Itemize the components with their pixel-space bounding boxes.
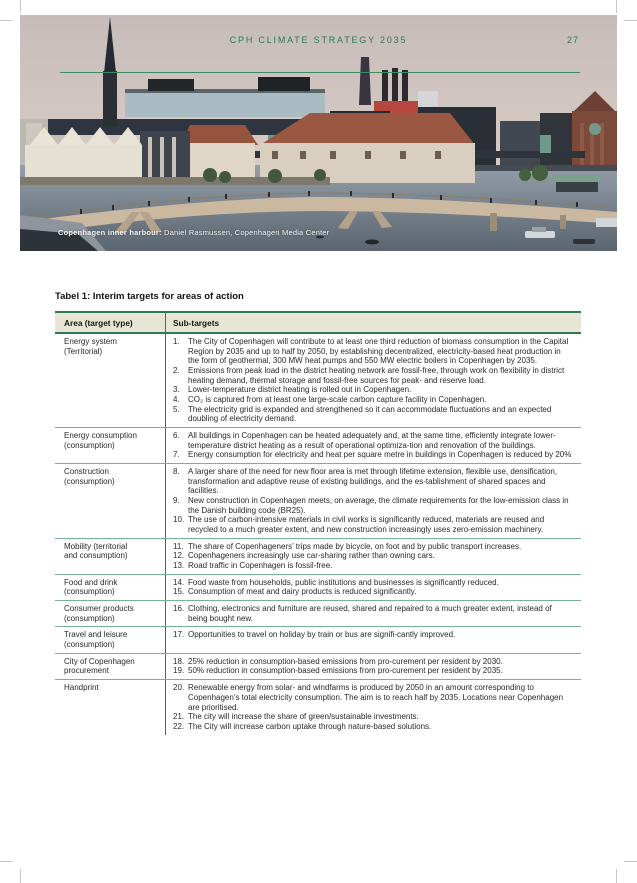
table-header-row — [55, 313, 581, 334]
subtargets-cell — [165, 601, 581, 626]
table-row — [55, 601, 581, 627]
area-label-line: and consumption) — [64, 551, 128, 561]
subtarget-number: 18. — [173, 656, 185, 666]
subtarget-item — [173, 337, 573, 366]
area-label-line: (consumption) — [64, 640, 115, 650]
subtarget-text: Consumption of meat and dairy products is reduced significantly. — [188, 587, 417, 597]
subtarget-item — [173, 712, 573, 722]
subtarget-item — [173, 604, 573, 623]
subtargets-cell — [165, 428, 581, 463]
area-cell — [55, 601, 165, 626]
area-label-line: (consumption) — [64, 440, 115, 450]
area-label-line: (consumption) — [64, 587, 115, 597]
subtarget-number: 14. — [173, 577, 185, 587]
subtarget-number: 22. — [173, 721, 185, 731]
subtarget-text: The share of Copenhageners’ trips made by bicycle, on foot and by public transport increases. — [188, 541, 522, 551]
subtarget-item — [173, 467, 573, 496]
subtargets-cell — [165, 627, 581, 652]
subtarget-number: 8. — [173, 467, 180, 477]
subtarget-text: Lower-temperature district heating is rolled out in Copenhagen. — [188, 385, 412, 395]
table-section — [55, 291, 581, 735]
subtarget-number: 12. — [173, 551, 185, 561]
area-label-line: (Territorial) — [64, 346, 103, 356]
subtarget-number: 3. — [173, 385, 180, 395]
table-row — [55, 654, 581, 680]
subtarget-number: 10. — [173, 515, 185, 525]
crop-mark — [616, 0, 617, 13]
subtarget-number: 7. — [173, 450, 180, 460]
area-label-line: Energy consumption — [64, 431, 137, 441]
subtarget-number: 20. — [173, 683, 185, 693]
subtarget-item — [173, 385, 573, 395]
area-cell — [55, 575, 165, 600]
subtarget-text: CO₂ is captured from at least one large-scale carbon capture facility in Copenhagen. — [188, 395, 487, 405]
subtarget-text: All buildings in Copenhagen can be heated adequately and, at the same time, efficiently integrate lower-temperature district heating as a result of operational optimiza-tion and renovation of the buildings. — [188, 431, 556, 450]
table-row — [55, 464, 581, 539]
area-label-line: Food and drink — [64, 577, 118, 587]
subtarget-number: 13. — [173, 561, 185, 571]
table-title: Tabel 1: Interim targets for areas of action — [55, 291, 244, 302]
harbour-photo-image — [20, 15, 617, 251]
subtarget-number: 19. — [173, 666, 185, 676]
subtarget-item — [173, 578, 573, 588]
subtargets-cell — [165, 575, 581, 600]
subtarget-item — [173, 657, 573, 667]
subtarget-item — [173, 722, 573, 732]
photo-caption-credit: Daniel Rasmussen, Copenhagen Media Center — [161, 228, 330, 237]
subtarget-item — [173, 405, 573, 424]
subtarget-item — [173, 496, 573, 515]
subtarget-number: 9. — [173, 496, 180, 506]
subtarget-number: 16. — [173, 604, 185, 614]
photo-caption — [58, 228, 329, 237]
page-header-title: CPH CLIMATE STRATEGY 2035 — [229, 35, 408, 45]
subtarget-text: The City of Copenhagen will contribute to at least one third reduction of biomass consumption in the Capital Region by 2035 and up to half by 2050, by establishing decentralized, electricity-based heat production in the form of geothermal, 300 MW heat pumps and 550 MW electric boilers in Copenhagen by 2035. — [188, 337, 569, 366]
crop-mark — [0, 861, 13, 862]
area-cell — [55, 680, 165, 734]
photo-caption-label: Copenhagen inner harbour: — [58, 228, 162, 237]
subtarget-text: The city will increase the share of green/sustainable investments. — [188, 712, 419, 722]
subtarget-text: 50% reduction in consumption-based emissions from pro-curement per resident by 2035. — [188, 666, 503, 676]
subtarget-text: Food waste from households, public institutions and businesses is significantly reduced. — [188, 577, 499, 587]
subtarget-text: Renewable energy from solar- and windfarms is produced by 2050 in an amount corresponding to Copenhagen’s total electricity consumption. The aim is to reach half by 2035. Locations near Copenhagen are prioritised. — [188, 683, 564, 712]
subtargets-cell — [165, 680, 581, 734]
subtarget-number: 17. — [173, 630, 185, 640]
table-row — [55, 539, 581, 575]
crop-mark — [624, 861, 637, 862]
crop-mark — [20, 869, 21, 883]
area-label-line: Construction — [64, 467, 109, 477]
subtarget-text: Energy consumption for electricity and heat per square metre in buildings in Copenhagen is reduced by 20% — [188, 450, 572, 460]
area-label-line: Mobility (territorial — [64, 541, 128, 551]
table-row — [55, 627, 581, 653]
subtarget-text: Road traffic in Copenhagen is fossil-free. — [188, 561, 333, 571]
subtarget-item — [173, 542, 573, 552]
subtarget-text: Emissions from peak load in the district heating network are fossil-free, through work on flexibility in district heating demand, thermal storage and fossil-free sources for peak- and reserve load. — [188, 366, 565, 385]
area-label-line: (consumption) — [64, 476, 115, 486]
subtarget-number: 4. — [173, 395, 180, 405]
subtarget-number: 2. — [173, 366, 180, 376]
table-row — [55, 428, 581, 464]
harbour-photo — [20, 15, 617, 251]
subtarget-item — [173, 366, 573, 385]
subtarget-number: 21. — [173, 712, 185, 722]
table-row — [55, 334, 581, 428]
subtarget-text: 25% reduction in consumption-based emissions from pro-curement per resident by 2030. — [188, 656, 503, 666]
subtarget-text: Copenhageners increasingly use car-sharing rather than owning cars. — [188, 551, 435, 561]
subtarget-item — [173, 431, 573, 450]
subtargets-cell — [165, 464, 581, 538]
subtarget-number: 5. — [173, 404, 180, 414]
area-cell — [55, 539, 165, 574]
subtarget-item — [173, 587, 573, 597]
area-cell — [55, 654, 165, 679]
subtarget-text: A larger share of the need for new floor area is met through lifetime extension, flexible use, densification, transformation and adaptive reuse of existing buildings, and the es-tablishment of shared spaces and facilities. — [188, 467, 558, 496]
subtarget-item — [173, 395, 573, 405]
header-rule — [60, 72, 580, 73]
table-row — [55, 575, 581, 601]
subtarget-number: 6. — [173, 431, 180, 441]
area-cell — [55, 334, 165, 427]
area-label-line: Consumer products — [64, 604, 134, 614]
crop-mark — [616, 869, 617, 883]
crop-mark — [624, 20, 637, 21]
subtargets-cell — [165, 654, 581, 679]
column-header-area: Area (target type) — [64, 318, 133, 328]
subtarget-text: The City will increase carbon uptake through nature-based solutions. — [188, 721, 432, 731]
subtarget-item — [173, 561, 573, 571]
area-label-line: Handprint — [64, 683, 99, 693]
area-label-line: procurement — [64, 666, 109, 676]
targets-table — [55, 311, 581, 735]
subtarget-item — [173, 551, 573, 561]
subtarget-item — [173, 630, 573, 640]
area-label-line: (consumption) — [64, 613, 115, 623]
subtarget-number: 1. — [173, 337, 180, 346]
subtarget-number: 15. — [173, 587, 185, 597]
subtarget-item — [173, 450, 573, 460]
subtarget-text: Clothing, electronics and furniture are reused, shared and repaired to a much greater extent, instead of being bought new. — [188, 604, 552, 623]
subtarget-text: New construction in Copenhagen meets, on average, the climate requirements for the low-emission class in the Danish building code (BR25). — [188, 496, 569, 515]
subtarget-number: 11. — [173, 541, 184, 551]
column-header-subtargets: Sub-targets — [165, 313, 581, 332]
area-label-line: Energy system — [64, 337, 117, 346]
area-label-line: Travel and leisure — [64, 630, 128, 640]
subtarget-text: The use of carbon-intensive materials in civil works is significantly reduced, materials are reused and recycled to a much greater extent, and new construction increasingly uses zero-emission machinery. — [188, 515, 545, 535]
crop-mark — [0, 20, 13, 21]
crop-mark — [20, 0, 21, 13]
subtargets-cell — [165, 334, 581, 427]
subtarget-item — [173, 683, 573, 712]
page-number: 27 — [566, 35, 579, 45]
area-cell — [55, 428, 165, 463]
subtarget-item — [173, 666, 573, 676]
subtargets-cell — [165, 539, 581, 574]
table-row — [55, 680, 581, 734]
subtarget-text: The electricity grid is expanded and strengthened so it can accommodate fluctuations and an expected doubling of electricity demand. — [188, 404, 552, 424]
subtarget-text: Opportunities to travel on holiday by train or bus are signifi-cantly improved. — [188, 630, 456, 640]
subtarget-item — [173, 515, 573, 534]
area-cell — [55, 464, 165, 538]
area-label-line: City of Copenhagen — [64, 656, 135, 666]
area-cell — [55, 627, 165, 652]
targets-table-body — [55, 334, 581, 735]
